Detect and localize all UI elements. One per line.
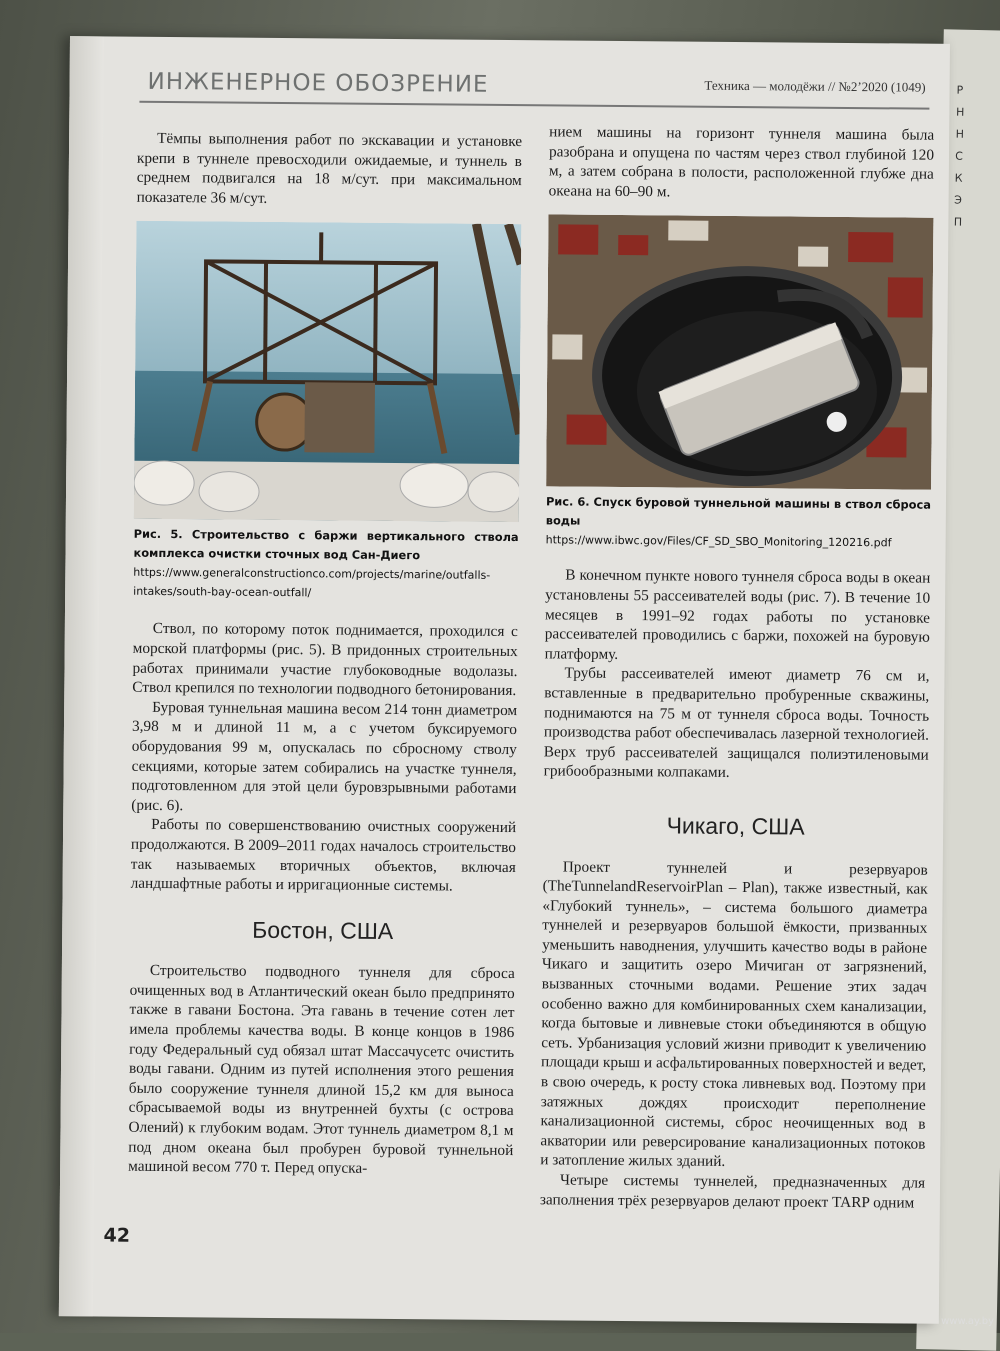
tunnel-machine-image xyxy=(546,215,933,490)
paragraph: Тёмпы выполнения работ по экскавации и установке крепи в туннеле превосходили ожидаемые, и туннель в среднем подвигался на 18 м/сут. при максимальном показателе 36 м/сут. xyxy=(137,129,523,211)
figure-5-caption xyxy=(133,525,519,604)
right-column xyxy=(540,122,934,1213)
paragraph: Работы по совершенствованию очистных сооружений продолжаются. В 2009–2011 годах началось строительство так называемых вторичных объектов, включая ландшафтные работы и ирригационные системы. xyxy=(131,815,517,897)
figure-5-photo xyxy=(134,221,522,522)
paragraph: нием машины на горизонт туннеля машина была разобрана и опущена по частям через ствол глубиной 120 м, а затем собрана в полости, расположенной глубже дна океана на 60–90 м. xyxy=(549,122,935,204)
paragraph: Четыре системы туннелей, предназначенных для заполнения трёх резервуаров делают проект TARP одним xyxy=(540,1170,925,1213)
watermark: www.ay.by xyxy=(941,1316,994,1327)
figure-6-photo xyxy=(546,215,933,490)
heading-boston: Бостон, США xyxy=(130,919,515,942)
left-column xyxy=(128,129,522,1180)
figure-6-caption xyxy=(546,493,931,553)
paragraph: Проект туннелей и резервуаров (TheTunnelandReservoirPlan – Plan), также известный, как «Глубокий туннель», – система большого диаметра туннелей и резервуаров большой ёмкости, призванных уменьшить наводнения, улучшить качество воды в районе Чикаго и защитить озеро Мичиган от загрязнений, вызванных сточными водами. Решение этих задач особенно важно для комбинированных схем канализации, когда бытовые и ливневые стоки объединяются в общую сеть. Урбанизация условий жизни приводит к увеличению площади крыш и асфальтированных поверхностей и ведет, в свою очередь, к росту стока ливневых вод. Поэтому при затяжных дождях происходит переполнение канализационной системы, сброс неочищенных вод в акватории или реверсирование канализационных потоков и затопление жилых зданий. xyxy=(540,857,928,1174)
left-body xyxy=(131,619,518,897)
next-page-fragment: Р Н Н С К Э П xyxy=(954,80,1000,235)
figure-6-title: Рис. 6. Спуск буровой туннельной машины в ствол сброса воды xyxy=(546,493,931,534)
page-header xyxy=(139,67,929,110)
paragraph: Буровая туннельная машина весом 214 тонн диаметром 3,98 м и длиной 11 м, а с учетом буксируемого оборудования 99 м, опускалась по сбросному стволу секциями, которые затем собирались на участке туннеля, подготовленном для этой цели буровзрывными работами (рис. 6). xyxy=(131,697,517,818)
paragraph: В конечном пункте нового туннеля сброса воды в океан установлены 55 рассеивателей воды (рис. 7). В течение 10 месяцев в 1991–92 годах работы по установке рассеивателей проводились с баржи, похожей на буровую платформу. xyxy=(545,566,931,667)
page-number: 42 xyxy=(103,1224,130,1246)
issue-info: Техника — молодёжи // №2’2020 (1049) xyxy=(704,78,925,96)
barge-platform-image xyxy=(134,221,522,522)
heading-chicago: Чикаго, США xyxy=(543,815,928,838)
figure-5-title: Рис. 5. Строительство с баржи вертикального ствола комплекса очистки сточных вод Сан-Диего xyxy=(133,525,518,566)
figure-5-url: https://www.generalconstructionco.com/projects/marine/outfalls-intakes/south-bay-ocean-outfall/ xyxy=(133,563,518,604)
right-body xyxy=(544,566,931,785)
paragraph: Трубы рассеивателей имеют диаметр 76 см и, вставленные в предварительно пробуренные скважины, поднимаются на 75 м от туннеля сброса воды. Точность производства работ обеспечивалась лазерной технологией. Верх труб рассеивателей защищался полиэтиленовыми грибообразными колпаками. xyxy=(544,664,930,785)
paragraph: Строительство подводного туннеля для сброса очищенных вод в Атлантический океан было предпринято также в гавани Бостона. Эта гавань в течение сотен лет имела проблемы качества воды. В конце концов в 1986 году Федеральный суд обязал штат Массачусетс очистить воды гавани. Одним из путей исполнения этого решения было сооружение туннеля длиной 15,2 км для выноса сбрасываемой воды из внутренней бухты (с острова Олений) к глубоким водам. Этот туннель диаметром 8,1 м под дном океана был пробурен буровой туннельной машиной весом 770 т. Перед опуска- xyxy=(128,961,515,1180)
paragraph: Ствол, по которому поток поднимается, проходился с морской платформы (рис. 5). В придонных строительных работах принимали участие глубоководные водолазы. Ствол крепился по технологии подводного бетонирования. xyxy=(132,619,518,701)
section-title: ИНЖЕНЕРНОЕ ОБОЗРЕНИЕ xyxy=(148,69,489,98)
magazine-page xyxy=(59,36,950,1324)
figure-6-url: https://www.ibwc.gov/Files/CF_SD_SBO_Monitoring_120216.pdf xyxy=(546,531,931,553)
